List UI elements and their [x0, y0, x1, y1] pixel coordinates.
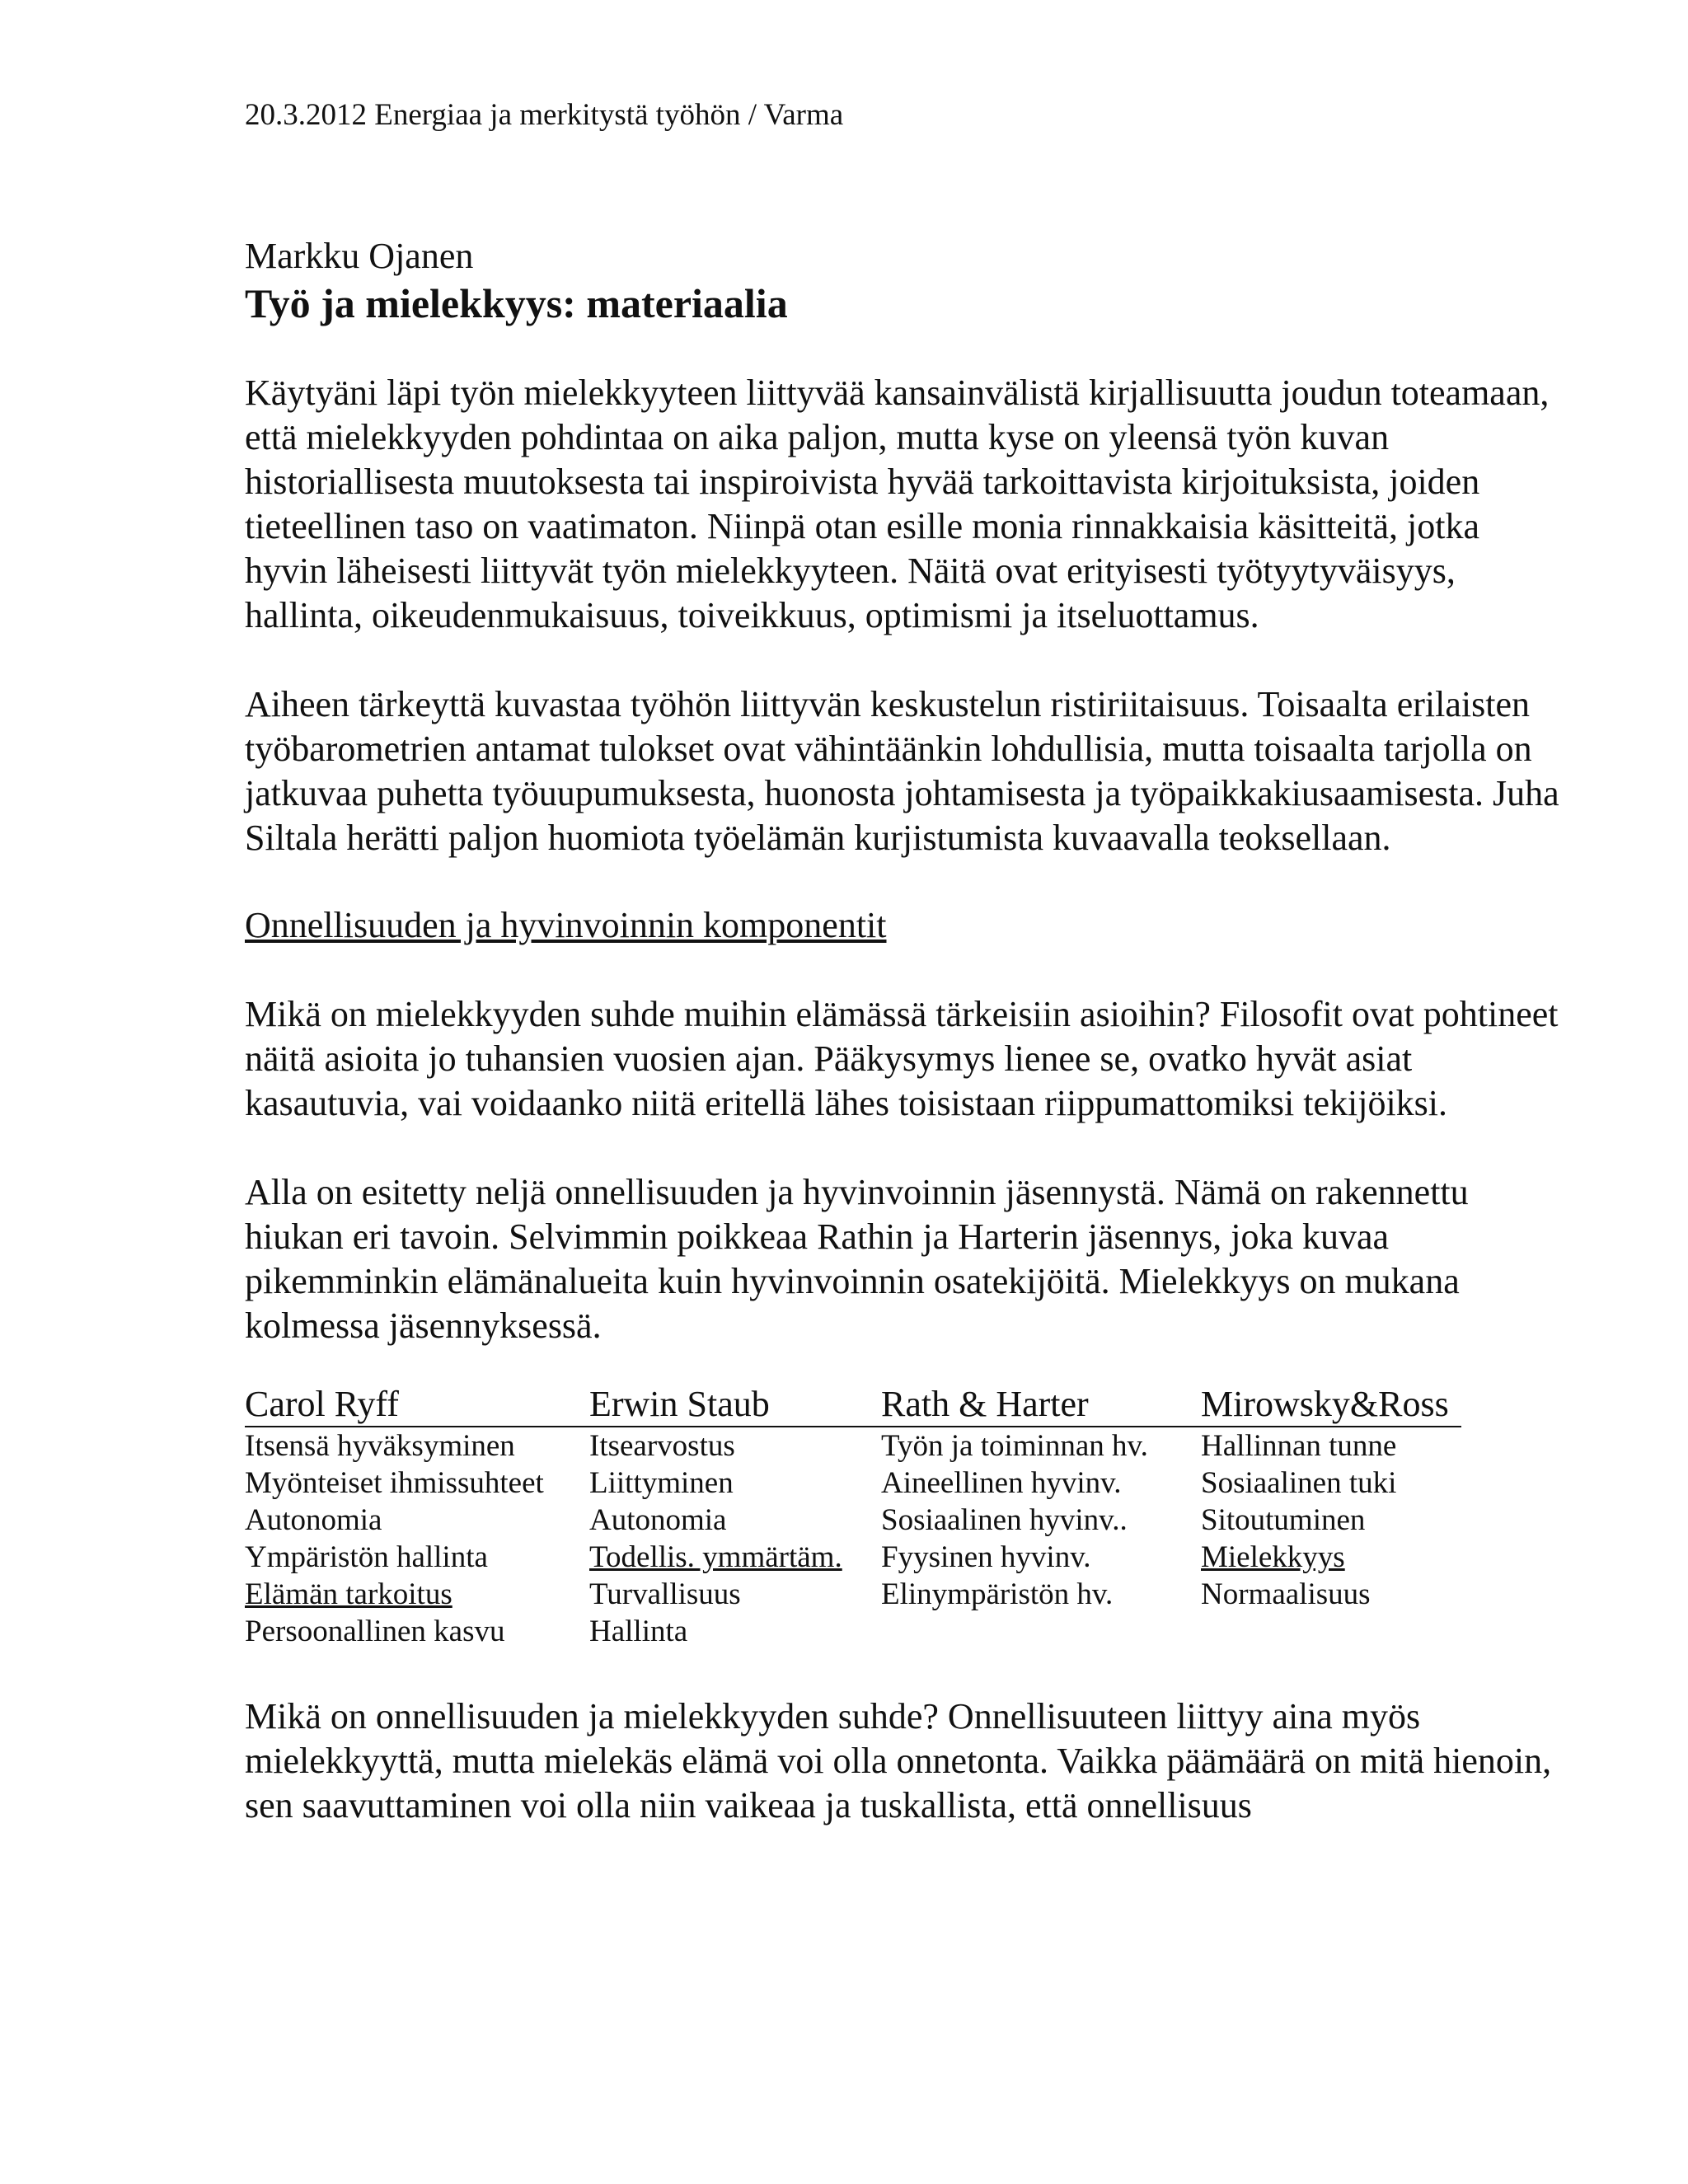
- table-row: [245, 1539, 1564, 1576]
- table-header-row: [245, 1383, 1461, 1427]
- section-heading: Onnellisuuden ja hyvinvoinnin komponentit: [245, 905, 887, 945]
- table-cell: Fyysinen hyvinv.: [881, 1540, 1091, 1574]
- table-row: [245, 1576, 1564, 1613]
- paragraph-question: Mikä on mielekkyyden suhde muihin elämässä tärkeisiin asioihin? Filosofit ovat pohtineet näitä asioita jo tuhansien vuosien ajan. Pääkysymys lienee se, ovatko hyvät asiat kasautuvia, vai voidaanko niitä eritellä lähes toisistaan riippumattomiksi tekijöiksi.: [245, 994, 1559, 1123]
- document-page: [245, 96, 1564, 1828]
- table-header-cell: Rath & Harter: [881, 1384, 1089, 1424]
- table-cell: Työn ja toiminnan hv.: [881, 1429, 1148, 1463]
- table-cell: Hallinta: [589, 1615, 688, 1648]
- table-cell: Aineellinen hyvinv.: [881, 1466, 1122, 1500]
- table-cell: Turvallisuus: [589, 1577, 741, 1611]
- table-cell-underlined: Todellis. ymmärtäm.: [589, 1540, 842, 1574]
- table-row: [245, 1502, 1564, 1539]
- table-cell: Itsearvostus: [589, 1429, 735, 1463]
- table-cell: Sosiaalinen hyvinv..: [881, 1503, 1128, 1537]
- table-cell: Normaalisuus: [1201, 1577, 1371, 1611]
- table-header-cell: Mirowsky&Ross: [1201, 1384, 1449, 1424]
- document-header: 20.3.2012 Energiaa ja merkitystä työhön / Varma: [245, 98, 844, 132]
- paragraph-importance: Aiheen tärkeyttä kuvastaa työhön liittyvän keskustelun ristiriitaisuus. Toisaalta erilaisten työbarometrien antamat tulokset ovat vähintäänkin lohdullisia, mutta toisaalta tarjolla on jatkuvaa puhetta työuupumuksesta, huonosta johtamisesta ja työpaikkakiusaamisesta. Juha Siltala herätti paljon huomiota työelämän kurjistumista kuvaavalla teoksellaan.: [245, 684, 1559, 858]
- table-row: [245, 1613, 1564, 1650]
- table-row: [245, 1465, 1564, 1502]
- table-cell: Autonomia: [245, 1503, 382, 1537]
- table-row: [245, 1427, 1564, 1465]
- table-cell: Hallinnan tunne: [1201, 1429, 1397, 1463]
- comparison-table: [245, 1383, 1564, 1650]
- paragraph-happiness: Mikä on onnellisuuden ja mielekkyyden suhde? Onnellisuuteen liittyy aina myös mielekkyyttä, mutta mielekäs elämä voi olla onnetonta. Vaikka päämäärä on mitä hienoin, sen saavuttaminen voi olla niin vaikeaa ja tuskallista, että onnellisuus: [245, 1696, 1552, 1825]
- table-cell-underlined: Elämän tarkoitus: [245, 1577, 452, 1611]
- table-cell: Liittyminen: [589, 1466, 734, 1500]
- table-cell: Sitoutuminen: [1201, 1503, 1366, 1537]
- table-cell: [1201, 1613, 1461, 1650]
- table-cell: Autonomia: [589, 1503, 727, 1537]
- table-header-cell: Carol Ryff: [245, 1384, 399, 1424]
- table-cell: Itsensä hyväksyminen: [245, 1429, 515, 1463]
- table-cell-underlined: Mielekkyys: [1201, 1540, 1345, 1574]
- paragraph-frameworks: Alla on esitetty neljä onnellisuuden ja hyvinvoinnin jäsennystä. Nämä on rakennettu hiukan eri tavoin. Selvimmin poikkeaa Rathin ja Harterin jäsennys, joka kuvaa pikemminkin elämänalueita kuin hyvinvoinnin osatekijöitä. Mielekkyys on mukana kolmessa jäsennyksessä.: [245, 1172, 1469, 1346]
- document-title: Työ ja mielekkyys: materiaalia: [245, 280, 788, 326]
- table-cell: Sosiaalinen tuki: [1201, 1466, 1397, 1500]
- table-cell: Myönteiset ihmissuhteet: [245, 1466, 544, 1500]
- table-cell: Ympäristön hallinta: [245, 1540, 488, 1574]
- table-cell: Elinympäristön hv.: [881, 1577, 1114, 1611]
- table-cell: Persoonallinen kasvu: [245, 1615, 505, 1648]
- author-name: Markku Ojanen: [245, 236, 474, 276]
- paragraph-intro: Käytyäni läpi työn mielekkyyteen liittyvää kansainvälistä kirjallisuutta joudun toteamaan, että mielekkyyden pohdintaa on aika paljon, mutta kyse on yleensä työn kuvan historiallisesta muutoksesta tai inspiroivista hyvää tarkoittavista kirjoituksista, joiden tieteellinen taso on vaatimaton. Niinpä otan esille monia rinnakkaisia käsitteitä, jotka hyvin läheisesti liittyvät työn mielekkyyteen. Näitä ovat erityisesti työtyytyväisyys, hallinta, oikeudenmukaisuus, toiveikkuus, optimismi ja itseluottamus.: [245, 373, 1550, 635]
- table-cell: [881, 1613, 1201, 1650]
- table-header-cell: Erwin Staub: [589, 1384, 770, 1424]
